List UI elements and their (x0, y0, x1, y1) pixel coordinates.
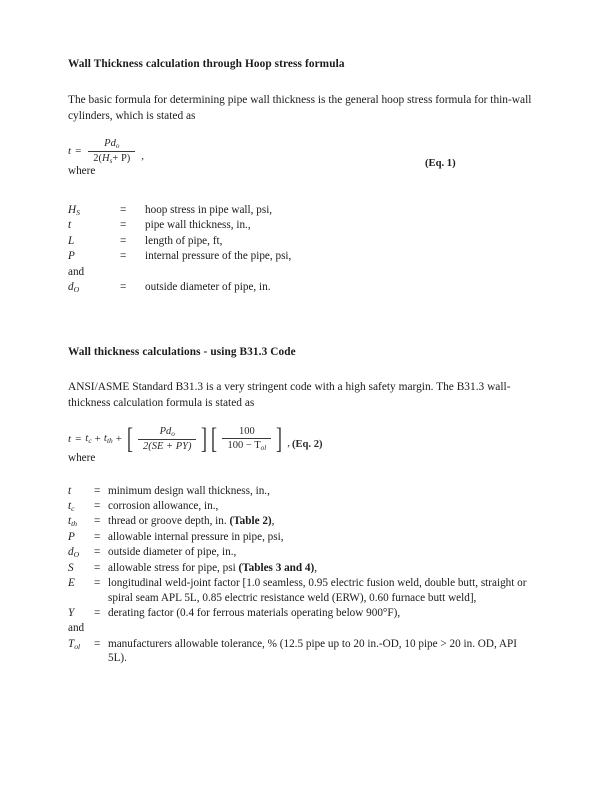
definition-text: corrosion allowance, in., (108, 499, 219, 512)
definition-text (145, 265, 291, 280)
definition-equals: = (120, 234, 127, 247)
definition-symbol: $d_O$ (68, 281, 80, 295)
eq1-fraction (88, 138, 135, 165)
definition-text: derating factor (0.4 for ferrous materials operating below 900°F), (108, 606, 401, 619)
definition-symbol: Y (68, 606, 75, 619)
left-bracket-2: [ (211, 421, 218, 455)
equation-2-label: (Eq. 2) (291, 438, 323, 450)
definition-symbol: $T_{ol}$ (68, 637, 81, 651)
definition-text: hoop stress in pipe wall, psi, (145, 203, 273, 216)
intro-paragraph-b313-code: ANSI/ASME Standard B31.3 is a very stringent code with a high safety margin. The B31.3 wall-thickness calculation formula is stated as (68, 381, 511, 410)
definition-text: pipe wall thickness, in., (145, 219, 251, 232)
equation-2 (68, 421, 534, 455)
definition-symbol: P (68, 250, 75, 263)
definition-equals (94, 621, 108, 636)
definition-equals: = (120, 219, 127, 232)
eq2-lhs: t (68, 432, 72, 445)
definition-row (68, 545, 534, 560)
definition-row (68, 606, 534, 621)
section-heading-b313-code: Wall thickness calculations - using B31.3 Code (68, 345, 296, 358)
eq1-equals: = (75, 145, 82, 158)
definition-row-and (68, 265, 291, 280)
eq2-trailing-comma: , (287, 436, 290, 449)
definition-row (68, 561, 534, 576)
definition-row (68, 576, 534, 606)
definition-symbol: E (68, 577, 75, 590)
definition-equals: = (120, 281, 127, 294)
definition-row (68, 234, 291, 249)
eq1-lhs: t (68, 145, 72, 158)
definition-text: longitudinal weld-joint factor [1.0 seamless, 0.95 electric fusion weld, double butt, straight or spiral seam APL 5L, 0.85 electric resistance weld (ERW), 0.60 furnace butt weld], (108, 577, 527, 605)
definition-symbol: $d_O$ (68, 546, 80, 560)
equation-1-expression (68, 138, 144, 165)
definition-equals: = (94, 577, 101, 590)
eq1-numerator: $Pd_o$ (104, 137, 120, 150)
definition-symbol: L (68, 234, 75, 247)
definition-text: minimum design wall thickness, in., (108, 484, 270, 497)
eq2-fraction-1-denominator: 2(SE + PY) (142, 440, 192, 452)
definition-equals (120, 265, 145, 280)
definition-text: outside diameter of pipe, in. (145, 281, 271, 294)
definition-row-and (68, 621, 534, 636)
definition-row (68, 637, 534, 667)
intro-paragraph-hoop-stress: The basic formula for determining pipe wall thickness is the general hoop stress formula for thin-wall cylinders, which is stated as (68, 93, 532, 122)
definition-conjunction: and (68, 265, 85, 278)
definition-equals: = (94, 637, 101, 650)
definition-equals: = (94, 515, 101, 528)
eq2-fraction-1 (138, 426, 197, 452)
definition-symbol: $t_c$ (68, 499, 75, 513)
definition-symbol: $t_{th}$ (68, 515, 78, 529)
eq2-term-2: $t_{th}$ (103, 431, 113, 446)
definition-conjunction: and (68, 622, 85, 635)
right-bracket-1: ] (201, 421, 208, 455)
definition-row (68, 514, 534, 529)
eq1-denominator: $2(H_s+ P)$ (93, 152, 131, 165)
eq2-plus-1: + (94, 432, 101, 445)
definition-symbol: t (68, 219, 72, 232)
definition-equals: = (94, 561, 101, 574)
definition-symbol: t (68, 484, 72, 497)
section-heading-hoop-stress: Wall Thickness calculation through Hoop stress formula (68, 58, 345, 70)
definition-symbol: S (68, 561, 74, 574)
definition-text: outside diameter of pipe, in., (108, 546, 237, 559)
definition-text (108, 621, 534, 636)
table-reference: (Table 2) (226, 515, 272, 528)
definition-equals: = (94, 530, 101, 543)
equation-1-label: (Eq. 1) (425, 157, 456, 169)
definition-text: manufacturers allowable tolerance, % (12.5 pipe up to 20 in.-OD, 10 pipe > 20 in. OD, API 5L). (108, 637, 517, 665)
eq1-trailing-comma: , (141, 149, 145, 162)
definition-equals: = (94, 546, 101, 559)
right-bracket-2: ] (276, 421, 283, 455)
definition-equals: = (120, 250, 127, 263)
definition-text: thread or groove depth, in. (Table 2), (108, 515, 275, 528)
eq2-equals: = (75, 432, 82, 445)
definition-row (68, 249, 291, 264)
definition-row (68, 484, 534, 499)
table-reference: (Tables 3 and 4) (235, 561, 315, 574)
definition-text: internal pressure of the pipe, psi, (145, 250, 292, 263)
definition-row (68, 218, 291, 233)
eq2-fraction-1-numerator: $Pd_o$ (159, 425, 175, 438)
eq2-fraction-2-denominator: $100 - T_{ol}$ (227, 439, 267, 452)
definition-row (68, 499, 534, 514)
document-content (68, 58, 534, 666)
definition-equals: = (94, 606, 101, 619)
definition-row (68, 530, 534, 545)
definition-equals: = (94, 499, 101, 512)
left-bracket-1: [ (126, 421, 134, 455)
definition-text: length of pipe, ft, (145, 234, 223, 247)
definition-list-hoop-stress (68, 203, 291, 296)
eq2-fraction-2-numerator: 100 (238, 425, 255, 437)
definition-list-b313-code (68, 484, 534, 667)
where-label-1: where (68, 164, 96, 177)
equation-2-expression (68, 421, 323, 455)
definition-symbol: $H_S$ (68, 203, 80, 217)
eq2-plus-2: + (115, 432, 122, 445)
definition-symbol: P (68, 530, 75, 543)
definition-row (68, 280, 291, 295)
definition-row (68, 203, 291, 218)
eq2-fraction-2 (222, 426, 271, 452)
where-label-2: where (68, 451, 96, 464)
definition-text: allowable stress for pipe, psi (Tables 3 and 4), (108, 561, 318, 574)
equation-1 (68, 137, 534, 169)
definition-equals: = (94, 484, 101, 497)
eq2-term-1: $t_c$ (85, 431, 92, 446)
definition-equals: = (120, 203, 127, 216)
definition-text: allowable internal pressure in pipe, psi, (108, 530, 284, 543)
